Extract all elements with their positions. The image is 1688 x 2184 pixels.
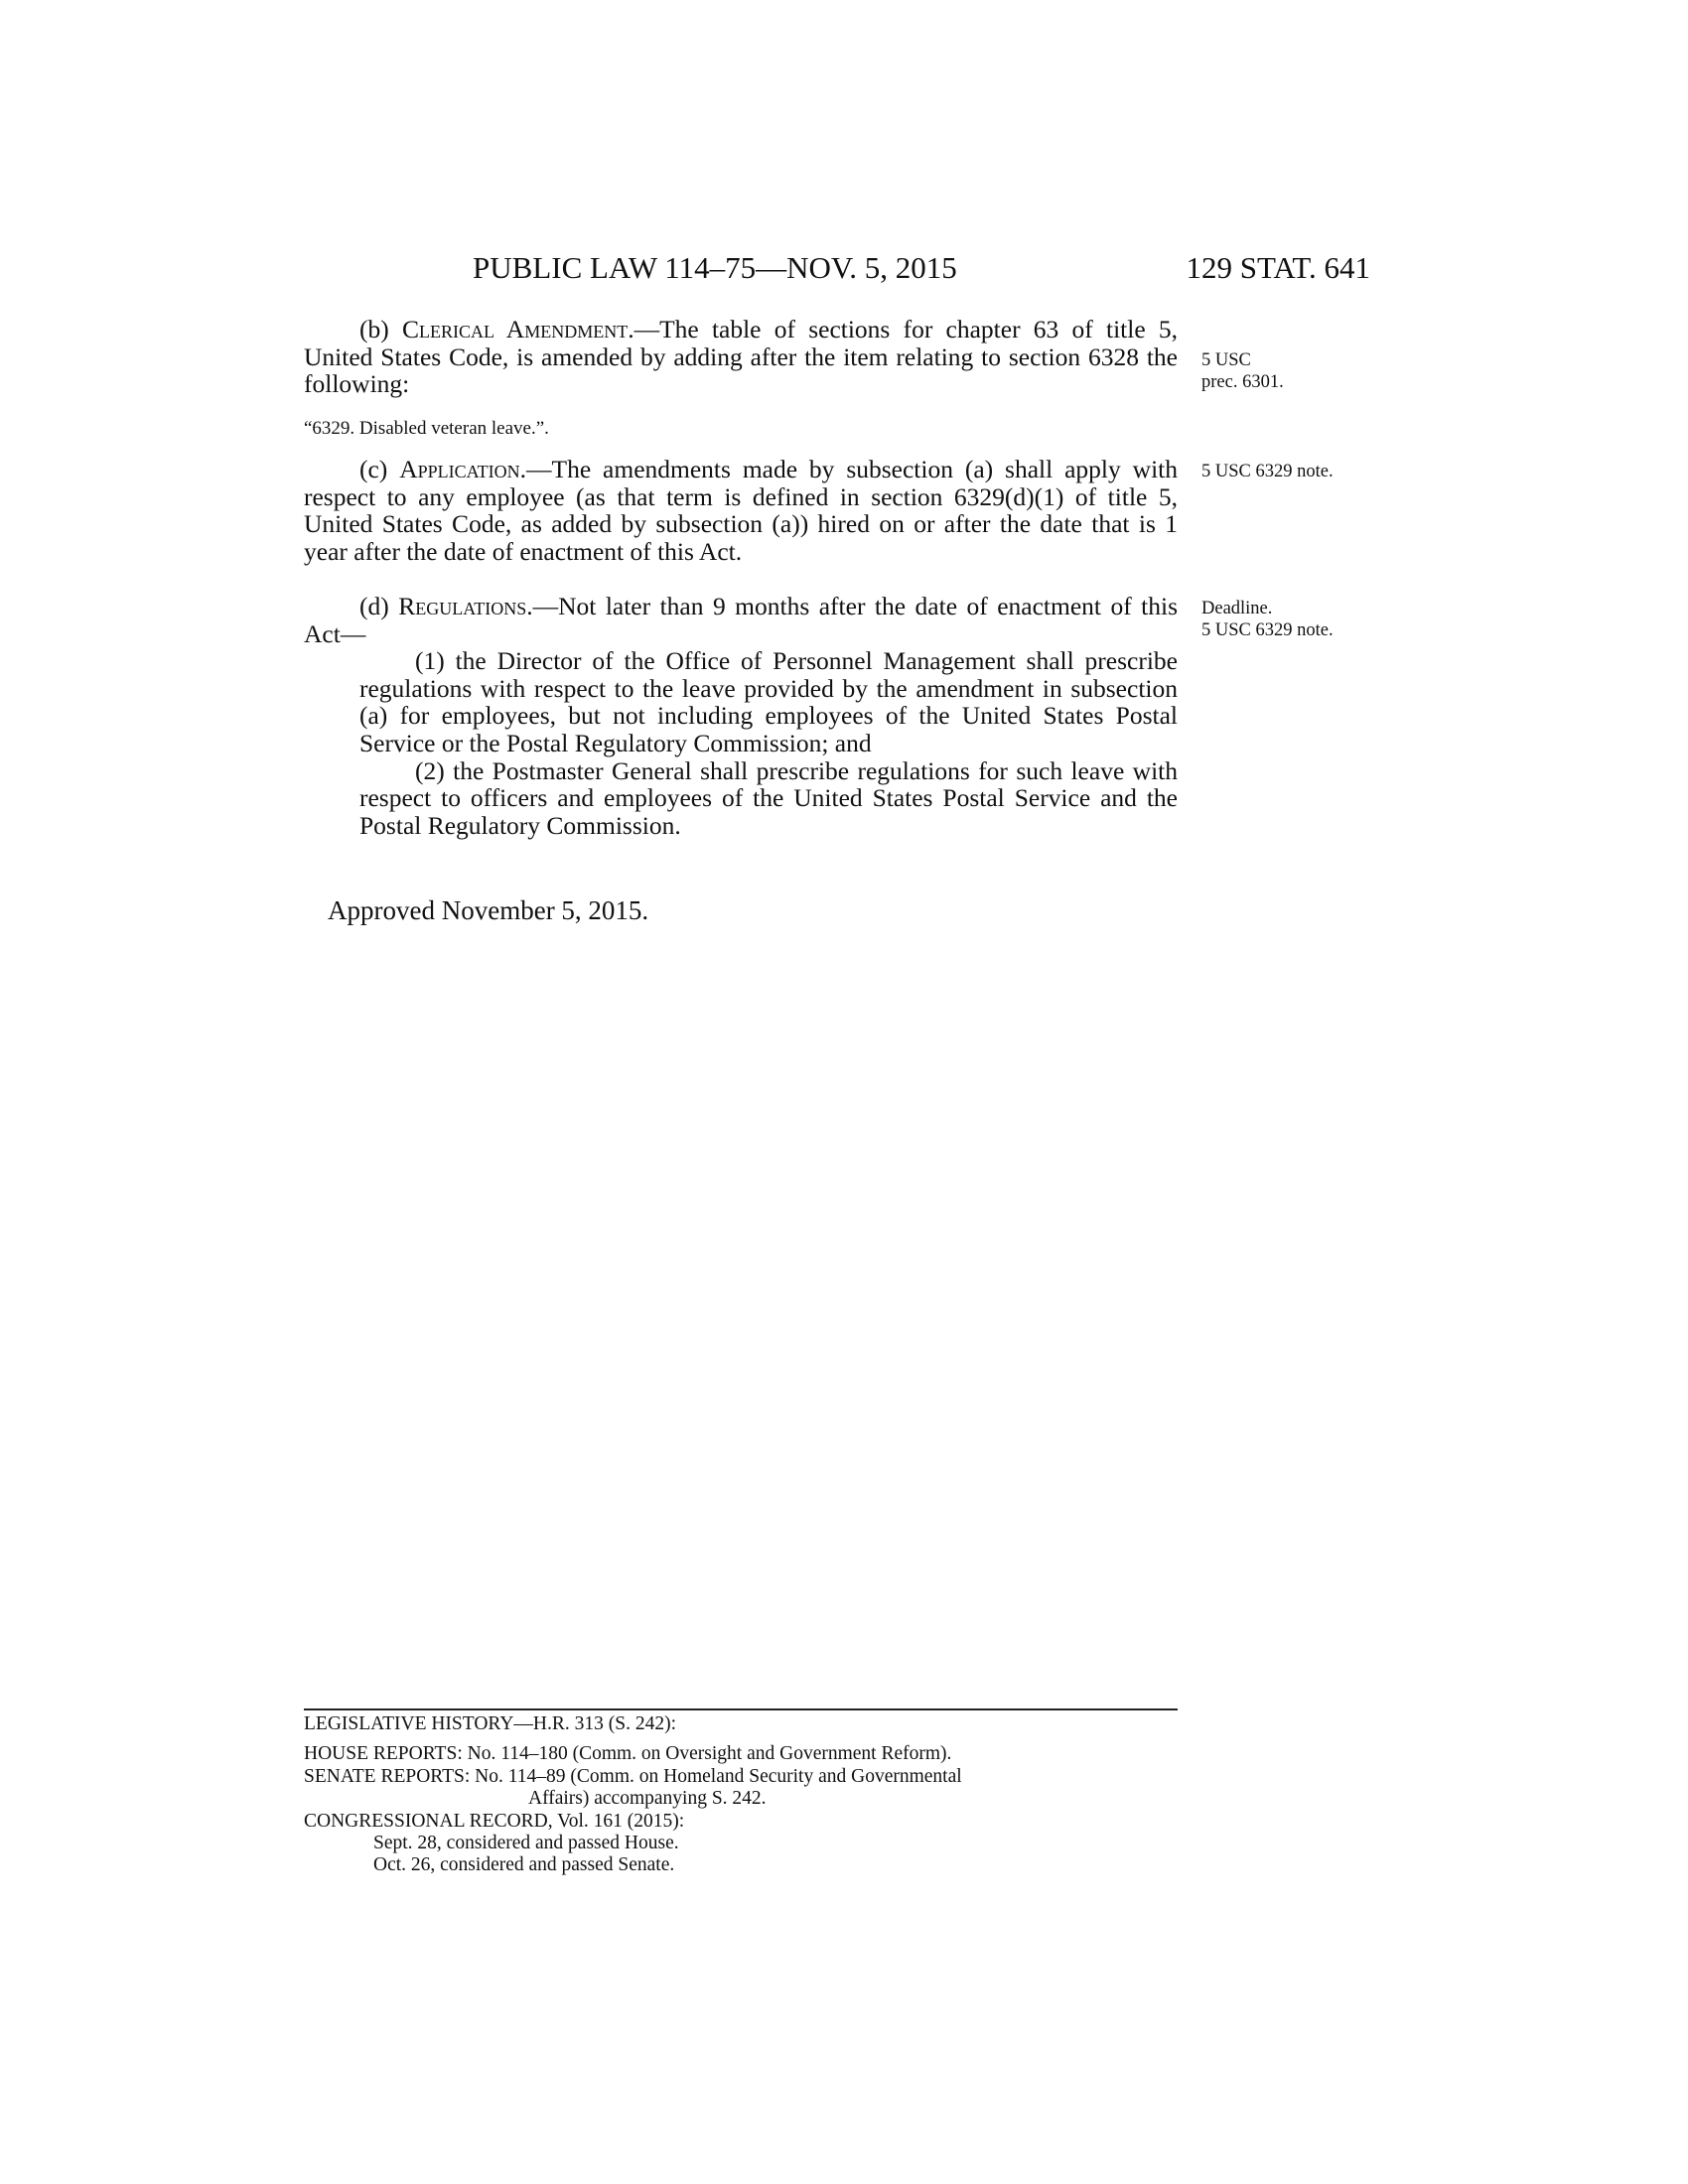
statute-page-number: 129 STAT. 641 (1186, 250, 1370, 285)
congressional-record: CONGRESSIONAL RECORD, Vol. 161 (2015): (304, 1810, 685, 1832)
subsection-b (304, 316, 1178, 398)
quoted-section-item (304, 417, 1178, 441)
running-head (473, 248, 1370, 288)
subsection-b-text: (b) Clerical Amendment.—The table of sections for chapter 63 of title 5, United States Code, is amended by adding after the item relating to section 6328 the following: (304, 315, 1179, 399)
sidenote-c: 5 USC 6329 note. (1201, 462, 1334, 481)
public-law-citation: PUBLIC LAW 114–75—NOV. 5, 2015 (473, 250, 957, 285)
subsection-b-heading: Clerical Amendment (401, 315, 629, 343)
record-action-senate: Oct. 26, considered and passed Senate. (373, 1854, 675, 1876)
legislative-history (304, 1713, 1178, 1877)
approval-date: Approved November 5, 2015. (328, 895, 649, 925)
subsection-d-heading: Regulations (398, 592, 527, 620)
subsection-c (304, 456, 1178, 565)
subsection-c-heading: Application (399, 455, 520, 483)
quoted-section-text: “6329. Disabled veteran leave.”. (304, 418, 549, 439)
subsection-d-item-1: (1) the Director of the Office of Personnel Management shall prescribe regulations with respect to the leave provided by the amendment in subsection (a) for employees, but not including employees of the United States Postal Service or the Postal Regulatory Commission; and (359, 646, 1178, 757)
senate-reports: SENATE REPORTS: No. 114–89 (Comm. on Homeland Security and Governmental (304, 1765, 962, 1787)
subsection-d-item-2: (2) the Postmaster General shall prescribe regulations for such leave with respect to officers and employees of the United States Postal Service and the Postal Regulatory Commission. (359, 755, 1178, 840)
house-reports: HOUSE REPORTS: No. 114–180 (Comm. on Oversight and Government Reform). (304, 1743, 952, 1765)
subsection-d-text: (d) Regulations.—Not later than 9 months after the date of enactment of this Act— (304, 592, 1179, 648)
senate-reports-continued: Affairs) accompanying S. 242. (528, 1788, 767, 1810)
legislative-history-title: LEGISLATIVE HISTORY—H.R. 313 (S. 242): (304, 1713, 677, 1734)
sidenote-d: Deadline. 5 USC 6329 note. (1201, 599, 1334, 640)
footnote-divider (304, 1708, 1178, 1710)
sidenote-b: 5 USC prec. 6301. (1201, 350, 1284, 392)
record-action-house: Sept. 28, considered and passed House. (373, 1833, 679, 1854)
subsection-d (304, 593, 1178, 839)
subsection-c-text: (c) Application.—The amendments made by subsection (a) shall apply with respect to any employee (as that term is defined in section 6329(d)(1) of title 5, United States Code, as added by subsection (a)) hired on or after the date that is 1 year after the date of enactment of this Act. (304, 455, 1178, 566)
